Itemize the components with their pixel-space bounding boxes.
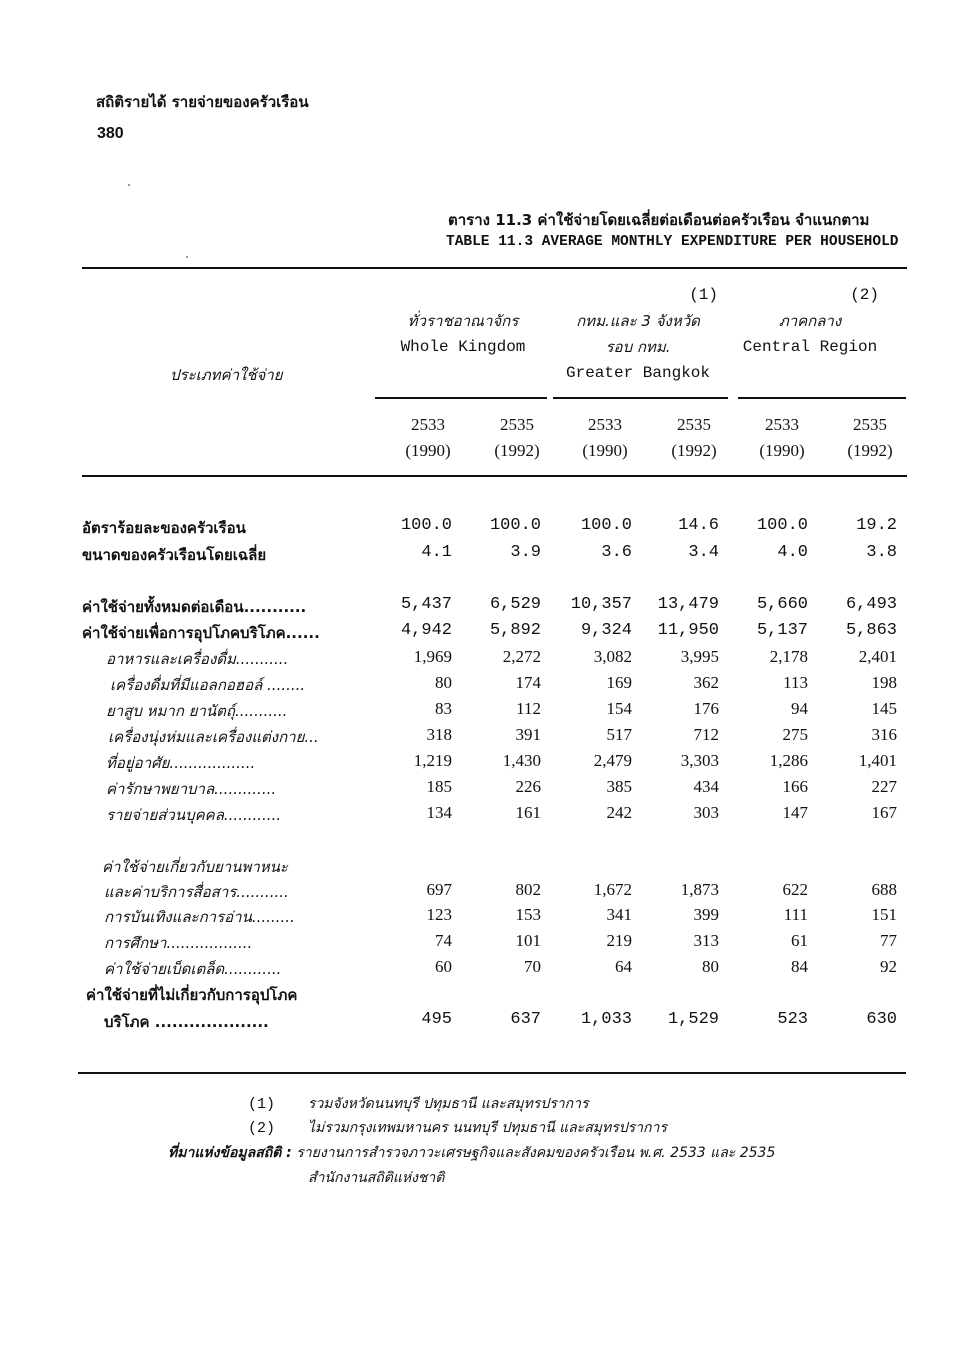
table-cell: 242 (606, 803, 632, 822)
table-cell: 341 (606, 905, 632, 924)
table-cell: 1,969 (413, 647, 452, 666)
row-label: บริโภค .................... (104, 1013, 269, 1031)
table-cell: 6,529 (489, 595, 541, 614)
table-cell: 198 (871, 673, 897, 692)
speck (186, 256, 188, 258)
table-cell: 5,892 (489, 621, 541, 640)
footnote-key: (1) (248, 1096, 276, 1113)
table-cell: 112 (516, 699, 541, 718)
table-cell: 4.1 (421, 543, 452, 562)
row-label: ค่าใช้จ่ายเกี่ยวกับยานพาหนะ (102, 858, 288, 876)
row-label: เครื่องนุ่งห่มและเครื่องแต่งกาย... (108, 728, 319, 746)
table-cell: 802 (515, 880, 541, 899)
row-label: และค่าบริการสื่อสาร........... (104, 883, 289, 901)
table-cell: 123 (426, 905, 452, 924)
group-label-en: Whole Kingdom (400, 338, 526, 356)
source-note (168, 1142, 775, 1164)
row-label: ค่าใช้จ่ายเพื่อการอุปโภคบริโภค...... (82, 624, 320, 642)
table-cell: 5,137 (756, 621, 808, 640)
year-header (472, 412, 562, 464)
table-cell: 2,178 (769, 647, 808, 666)
table-cell: 161 (515, 803, 541, 822)
table-cell: 80 (435, 673, 452, 692)
table-cell: 226 (515, 777, 541, 796)
table-cell: 1,430 (502, 751, 541, 770)
table-cell: 1,401 (858, 751, 897, 770)
table-cell: 1,219 (413, 751, 452, 770)
footnote-2 (248, 1117, 667, 1139)
page-header: สถิติรายได้ รายจ่ายของครัวเรือน (96, 93, 309, 111)
table-cell: 101 (515, 931, 541, 950)
row-label: อัตราร้อยละของครัวเรือน (82, 519, 246, 537)
table-cell: 399 (693, 905, 719, 924)
group-label-en: Central Region (742, 338, 878, 356)
year-header (649, 412, 739, 464)
group-note (378, 282, 548, 308)
table-cell: 169 (606, 673, 632, 692)
table-cell: 19.2 (856, 516, 897, 535)
table-cell: 94 (791, 699, 808, 718)
table-cell: 3,082 (593, 647, 632, 666)
year-header (737, 412, 827, 464)
row-label: ยาสูบ หมาก ยานัตถุ์........... (106, 702, 288, 720)
table-cell: 10,357 (570, 595, 632, 614)
row-label: ที่อยู่อาศัย.................. (106, 754, 256, 772)
year-ce: (1990) (759, 441, 805, 460)
year-be: 2535 (677, 415, 711, 434)
table-title-th: ตาราง 11.3 ค่าใช้จ่ายโดยเฉลี่ยต่อเดือนต่อครัวเรือน จำแนกตาม (448, 211, 870, 229)
table-header-rule (82, 475, 907, 477)
table-cell: 61 (791, 931, 808, 950)
table-cell: 9,324 (580, 621, 632, 640)
table-cell: 153 (515, 905, 541, 924)
row-label: รายจ่ายส่วนบุคคล............ (106, 806, 282, 824)
table-cell: 145 (871, 699, 897, 718)
table-cell: 434 (693, 777, 719, 796)
row-label: อาหารและเครื่องดื่ม........... (106, 650, 289, 668)
row-label: ค่าใช้จ่ายเบ็ดเตล็ด............ (104, 960, 282, 978)
table-cell: 630 (866, 1010, 897, 1029)
table-title-en: TABLE 11.3 AVERAGE MONTHLY EXPENDITURE PER HOUSEHOLD (446, 234, 899, 250)
table-cell: 362 (693, 673, 719, 692)
table-cell: 517 (606, 725, 632, 744)
year-be: 2535 (853, 415, 887, 434)
year-ce: (1992) (847, 441, 893, 460)
group-label-th: ทั่วราชอาณาจักร (407, 312, 519, 330)
table-cell: 60 (435, 957, 452, 976)
group-rule (375, 397, 547, 399)
year-ce: (1992) (671, 441, 717, 460)
year-header (560, 412, 650, 464)
row-label: การบันเทิงและการอ่าน......... (104, 908, 295, 926)
group-label-en: Greater Bangkok (565, 364, 711, 382)
table-cell: 92 (880, 957, 897, 976)
year-header (383, 412, 473, 464)
table-cell: 4,942 (400, 621, 452, 640)
table-cell: 3,303 (680, 751, 719, 770)
page-number: 380 (97, 125, 124, 142)
source-text: รายงานการสำรวจภาวะเศรษฐกิจและสังคมของครัวเรือน พ.ศ. 2533 และ 2535 (296, 1145, 776, 1161)
row-label: เครื่องดื่มที่มีแอลกอฮอล์ ........ (110, 676, 306, 694)
year-ce: (1990) (582, 441, 628, 460)
year-be: 2533 (411, 415, 445, 434)
table-cell: 697 (426, 880, 452, 899)
table-cell: 1,033 (580, 1010, 632, 1029)
group-rule (738, 397, 906, 399)
table-cell: 134 (426, 803, 452, 822)
footnote-key: (2) (248, 1120, 276, 1137)
table-cell: 100.0 (489, 516, 541, 535)
table-cell: 712 (693, 725, 719, 744)
table-cell: 3.9 (510, 543, 541, 562)
year-ce: (1990) (405, 441, 451, 460)
table-cell: 313 (693, 931, 719, 950)
group-note: (1) (689, 286, 718, 304)
table-cell: 84 (791, 957, 808, 976)
speck (128, 184, 130, 186)
footnote-1 (248, 1093, 589, 1115)
table-cell: 113 (783, 673, 808, 692)
table-cell: 3.8 (866, 543, 897, 562)
table-cell: 185 (426, 777, 452, 796)
table-top-rule (82, 267, 907, 269)
table-cell: 316 (871, 725, 897, 744)
table-cell: 4.0 (777, 543, 808, 562)
table-bottom-rule (78, 1072, 906, 1074)
table-cell: 11,950 (657, 621, 719, 640)
table-cell: 622 (782, 880, 808, 899)
table-cell: 2,401 (858, 647, 897, 666)
table-cell: 1,286 (769, 751, 808, 770)
table-cell: 1,529 (667, 1010, 719, 1029)
source-key: ที่มาแห่งข้อมูลสถิติ : (168, 1145, 292, 1161)
table-cell: 64 (615, 957, 632, 976)
table-cell: 318 (426, 725, 452, 744)
table-cell: 219 (606, 931, 632, 950)
row-label: ขนาดของครัวเรือนโดยเฉลี่ย (82, 546, 267, 564)
table-cell: 6,493 (845, 595, 897, 614)
year-ce: (1992) (494, 441, 540, 460)
group-rule (553, 397, 728, 399)
table-cell: 637 (510, 1010, 541, 1029)
group-label-th-2: รอบ กทม. (605, 338, 671, 356)
table-cell: 83 (435, 699, 452, 718)
footnote-text: ไม่รวมกรุงเทพมหานคร นนทบุรี ปทุมธานี และสมุทรปราการ (307, 1120, 667, 1136)
table-cell: 3.6 (601, 543, 632, 562)
year-header (825, 412, 915, 464)
table-cell: 13,479 (657, 595, 719, 614)
table-cell: 3.4 (688, 543, 719, 562)
year-be: 2533 (765, 415, 799, 434)
group-header-greater-bangkok (548, 282, 728, 386)
table-cell: 275 (782, 725, 808, 744)
table-cell: 1,873 (680, 880, 719, 899)
table-cell: 5,437 (400, 595, 452, 614)
group-label-th: ภาคกลาง (778, 312, 842, 330)
footnote-text: รวมจังหวัดนนทบุรี ปทุมธานี และสมุทรปราการ (307, 1096, 589, 1112)
table-cell: 147 (782, 803, 808, 822)
table-cell: 2,272 (502, 647, 541, 666)
table-cell: 74 (435, 931, 452, 950)
group-label-th: กทม.และ 3 จังหวัด (576, 312, 700, 330)
table-cell: 3,995 (680, 647, 719, 666)
table-cell: 523 (777, 1010, 808, 1029)
row-label: การศึกษา.................. (104, 934, 253, 952)
table-cell: 100.0 (756, 516, 808, 535)
table-cell: 5,660 (756, 595, 808, 614)
group-header-central-region (735, 282, 885, 360)
table-cell: 166 (782, 777, 808, 796)
table-cell: 77 (880, 931, 897, 950)
table-cell: 385 (606, 777, 632, 796)
table-cell: 151 (871, 905, 897, 924)
stub-header: ประเภทค่าใช้จ่าย (170, 366, 283, 384)
table-cell: 100.0 (400, 516, 452, 535)
table-cell: 70 (524, 957, 541, 976)
table-cell: 174 (515, 673, 541, 692)
row-label: ค่าใช้จ่ายทั้งหมดต่อเดือน........... (82, 598, 307, 616)
table-cell: 100.0 (580, 516, 632, 535)
table-cell: 176 (693, 699, 719, 718)
group-header-whole-kingdom (378, 282, 548, 360)
source-agency: สำนักงานสถิติแห่งชาติ (308, 1170, 445, 1186)
table-cell: 2,479 (593, 751, 632, 770)
table-cell: 303 (693, 803, 719, 822)
table-cell: 14.6 (678, 516, 719, 535)
year-be: 2533 (588, 415, 622, 434)
table-cell: 5,863 (845, 621, 897, 640)
table-cell: 154 (606, 699, 632, 718)
table-cell: 391 (515, 725, 541, 744)
table-cell: 111 (783, 905, 808, 924)
table-cell: 227 (871, 777, 897, 796)
year-be: 2535 (500, 415, 534, 434)
row-label: ค่าใช้จ่ายที่ไม่เกี่ยวกับการอุปโภค (86, 986, 298, 1004)
table-cell: 80 (702, 957, 719, 976)
table-cell: 167 (871, 803, 897, 822)
table-cell: 1,672 (593, 880, 632, 899)
table-cell: 495 (421, 1010, 452, 1029)
row-label: ค่ารักษาพยาบาล............. (106, 780, 277, 798)
group-note: (2) (850, 286, 879, 304)
table-cell: 688 (871, 880, 897, 899)
